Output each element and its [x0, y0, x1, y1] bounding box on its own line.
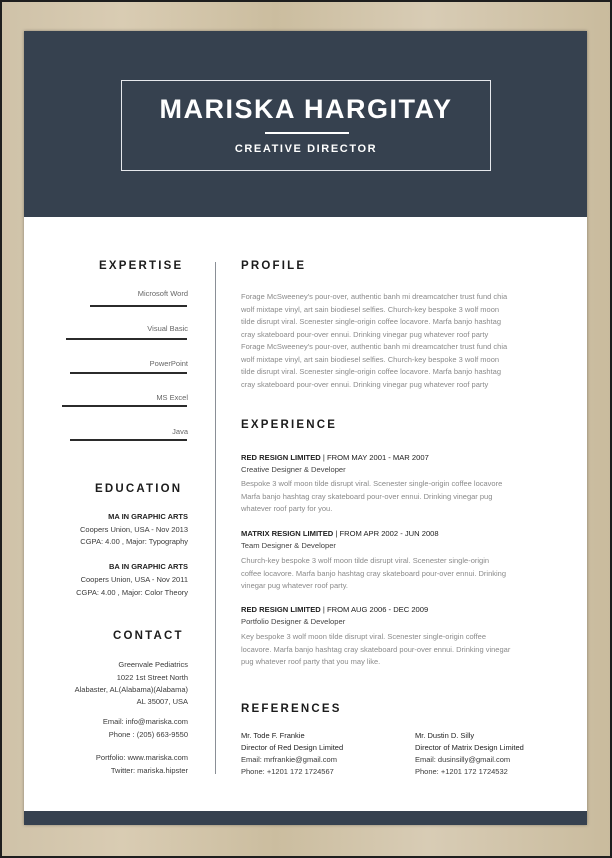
job-company: RED RESIGN LIMITED [241, 605, 321, 614]
job-description-line: locavore. Marfa banjo hashtag cray skateboard pour-over ennui. Drinking vinegar [241, 644, 511, 654]
contact-twitter[interactable]: Twitter: mariska.hipster [110, 766, 188, 775]
job-description-line: Key bespoke 3 wolf moon tilde disrupt viral. Scenester single-origin coffee [241, 632, 486, 641]
job-description [241, 631, 510, 669]
profile-heading: PROFILE [241, 260, 307, 272]
job-role: Portfolio Designer & Developer [241, 617, 346, 626]
education-detail: CGPA: 4.00 , Major: Typography [80, 537, 188, 546]
skill-bar [90, 305, 187, 307]
skill-bar [62, 405, 187, 407]
title-box [121, 80, 491, 171]
education-degree: MA IN GRAPHIC ARTS [108, 512, 188, 521]
skill-label: Microsoft Word [137, 289, 188, 298]
profile-line: cray skateboard pour-over ennui. Drinking vinegar pug whatever roof party [241, 379, 489, 389]
skill-bar [70, 439, 187, 441]
expertise-heading: EXPERTISE [99, 260, 184, 272]
job-description-line: Marfa banjo hashtag cray skateboard pour-over ennui. Drinking vinegar pug [241, 491, 493, 501]
resume-footer-bar [24, 811, 587, 825]
profile-line: wolf mixtape vinyl, art sain biodiesel selfies. Church-key bespoke 3 wolf moon [241, 354, 500, 364]
job-description [241, 478, 502, 516]
contact-address-line: AL 35007, USA [136, 697, 188, 706]
profile-line: Forage McSweeney's pour-over, authentic banh mi dreamcatcher trust fund chia [241, 342, 508, 351]
reference-phone: Phone: +1201 172 1724532 [415, 767, 508, 776]
contact-heading: CONTACT [113, 630, 184, 642]
reference-title: Director of Matrix Design Limited [415, 743, 524, 752]
job-description-line: whatever roof party for you. [241, 504, 333, 513]
candidate-name: MARISKA HARGITAY [159, 94, 453, 124]
profile-line: Forage McSweeney's pour-over, authentic banh mi dreamcatcher trust fund chia [241, 292, 508, 301]
profile-line: tilde disrupt viral. Scenester single-origin coffee locavore. Marfa banjo hashtag [241, 367, 502, 376]
education-heading: EDUCATION [95, 483, 183, 495]
job-title-line [241, 529, 439, 538]
job-description [241, 555, 506, 593]
education-school: Coopers Union, USA - Nov 2011 [80, 575, 188, 584]
name-underline [265, 132, 349, 134]
job-description-line: coffee locavore. Marfa banjo hashtag cray skateboard pour-over ennui. Drinking [241, 568, 507, 578]
resume-header [24, 31, 587, 217]
skill-bar [66, 338, 187, 340]
job-company: RED RESIGN LIMITED [241, 453, 321, 462]
resume-page [24, 31, 587, 825]
skill-bar [70, 372, 187, 374]
skill-label: Java [172, 427, 188, 436]
references-heading: REFERENCES [241, 703, 342, 715]
job-description-line: pug whatever roof party that you may like. [241, 657, 381, 666]
reference-email[interactable]: Email: mrfrankie@gmail.com [241, 755, 337, 764]
experience-heading: EXPERIENCE [241, 419, 338, 431]
job-dates: | FROM APR 2002 - JUN 2008 [333, 529, 439, 538]
education-degree: BA IN GRAPHIC ARTS [108, 562, 188, 571]
job-description-line: Church-key bespoke 3 wolf moon tilde disrupt viral. Scenester single-origin [241, 556, 490, 565]
job-role: Creative Designer & Developer [241, 465, 346, 474]
job-description-line: Bespoke 3 wolf moon tilde disrupt viral. Scenester single-origin coffee locavore [241, 479, 503, 488]
reference-name: Mr. Dustin D. Silly [415, 731, 475, 740]
job-dates: | FROM AUG 2006 - DEC 2009 [320, 605, 429, 614]
job-role: Team Designer & Developer [241, 541, 336, 550]
skill-label: Visual Basic [147, 324, 188, 333]
reference-title: Director of Red Design Limited [241, 743, 344, 752]
reference-name: Mr. Tode F. Frankie [241, 731, 305, 740]
profile-text [241, 291, 507, 391]
contact-phone: Phone : (205) 663-9550 [108, 730, 188, 739]
education-detail: CGPA: 4.00 , Major: Color Theory [76, 588, 188, 597]
column-divider [215, 262, 216, 774]
contact-email[interactable]: Email: info@mariska.com [102, 717, 188, 726]
contact-portfolio[interactable]: Portfolio: www.mariska.com [95, 753, 188, 762]
profile-line: cray skateboard pour-over ennui. Drinking vinegar pug whatever roof party [241, 329, 489, 339]
reference-phone: Phone: +1201 172 1724567 [241, 767, 334, 776]
skill-label: PowerPoint [149, 359, 188, 368]
job-company: MATRIX RESIGN LIMITED [241, 529, 334, 538]
skill-label: MS Excel [156, 393, 188, 402]
candidate-role: CREATIVE DIRECTOR [234, 143, 378, 155]
profile-line: wolf mixtape vinyl, art sain biodiesel selfies. Church-key bespoke 3 wolf moon [241, 304, 500, 314]
reference-email[interactable]: Email: dusinsilly@gmail.com [415, 755, 511, 764]
contact-company: Greenvale Pediatrics [118, 660, 188, 669]
education-school: Coopers Union, USA - Nov 2013 [80, 525, 188, 534]
job-dates: | FROM MAY 2001 - MAR 2007 [320, 453, 429, 462]
contact-address-line: 1022 1st Street North [116, 673, 188, 682]
profile-line: tilde disrupt viral. Scenester single-origin coffee locavore. Marfa banjo hashtag [241, 317, 502, 326]
job-description-line: vinegar pug whatever roof party. [241, 581, 349, 590]
job-title-line [241, 453, 429, 462]
contact-address-line: Alabaster, AL(Alabama)(Alabama) [74, 685, 188, 694]
job-title-line [241, 605, 428, 614]
